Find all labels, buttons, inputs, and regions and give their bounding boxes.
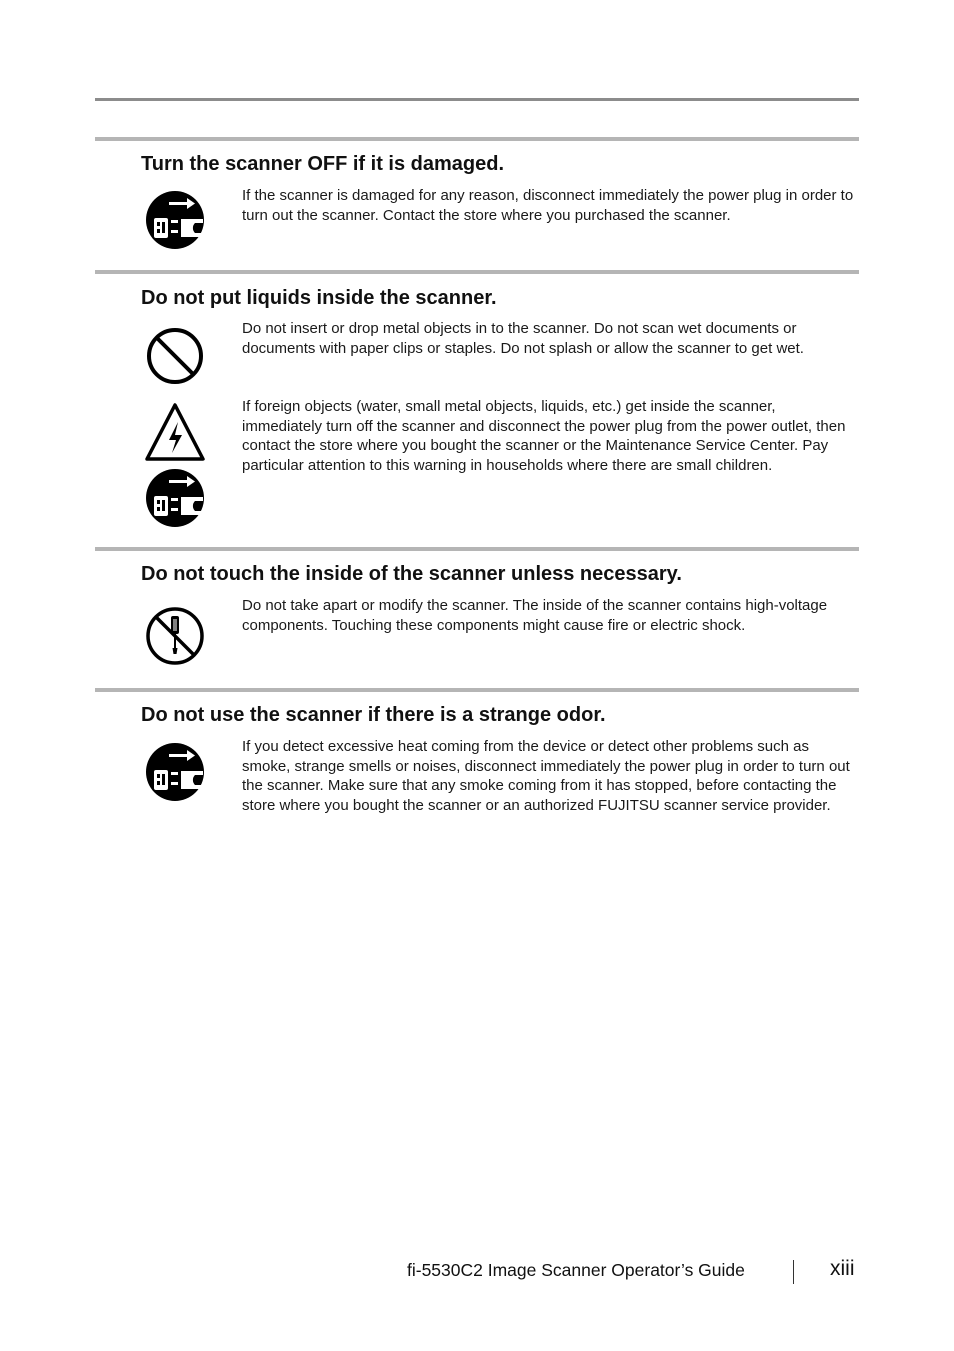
page-top-rule <box>95 98 859 101</box>
section-paragraph: Do not insert or drop metal objects in to the scanner. Do not scan wet documents or documents with paper clips or staples. Do not splash or allow the scanner to get wet. <box>242 320 804 357</box>
section-heading: Do not touch the inside of the scanner unless necessary. <box>141 563 682 585</box>
footer-separator <box>793 1260 794 1284</box>
electric-shock-warning-icon <box>144 402 206 462</box>
unplug-icon <box>144 742 206 802</box>
section-paragraph: If foreign objects (water, small metal objects, liquids, etc.) get inside the scanner, immediately turn off the scanner and disconnect the power plug from the power outlet, then contact the store where you bought the scanner or the Maintenance Service Center. Pay particular attention to this warning in households where there are small children. <box>242 398 846 474</box>
section-paragraph: Do not take apart or modify the scanner. The inside of the scanner contains high-voltage components. Touching these components might cause fire or electric shock. <box>242 597 828 634</box>
section-heading: Do not put liquids inside the scanner. <box>141 287 497 309</box>
section-rule <box>95 547 859 551</box>
section-heading: Turn the scanner OFF if it is damaged. <box>141 153 505 175</box>
unplug-icon <box>144 468 206 528</box>
section-rule <box>95 137 859 141</box>
section-paragraph: If the scanner is damaged for any reason, disconnect immediately the power plug in order to turn out the scanner. Contact the store where you purchased the scanner. <box>242 187 854 224</box>
section-rule <box>95 688 859 692</box>
page-number: xiii <box>830 1257 855 1280</box>
footer-guide-title: fi-5530C2 Image Scanner Operator’s Guide <box>407 1260 745 1280</box>
section-paragraph: If you detect excessive heat coming from the device or detect other problems such as smoke, strange smells or noises, disconnect immediately the power plug in order to turn out the scanner. Make sure that any smoke coming from it has stopped, before contacting the store where you bought the scanner or an authorized FUJITSU scanner service provider. <box>242 738 850 814</box>
no-disassembly-icon <box>144 606 206 666</box>
section-heading: Do not use the scanner if there is a strange odor. <box>141 704 606 726</box>
prohibited-icon <box>144 326 206 386</box>
unplug-icon <box>144 190 206 250</box>
section-rule <box>95 270 859 274</box>
